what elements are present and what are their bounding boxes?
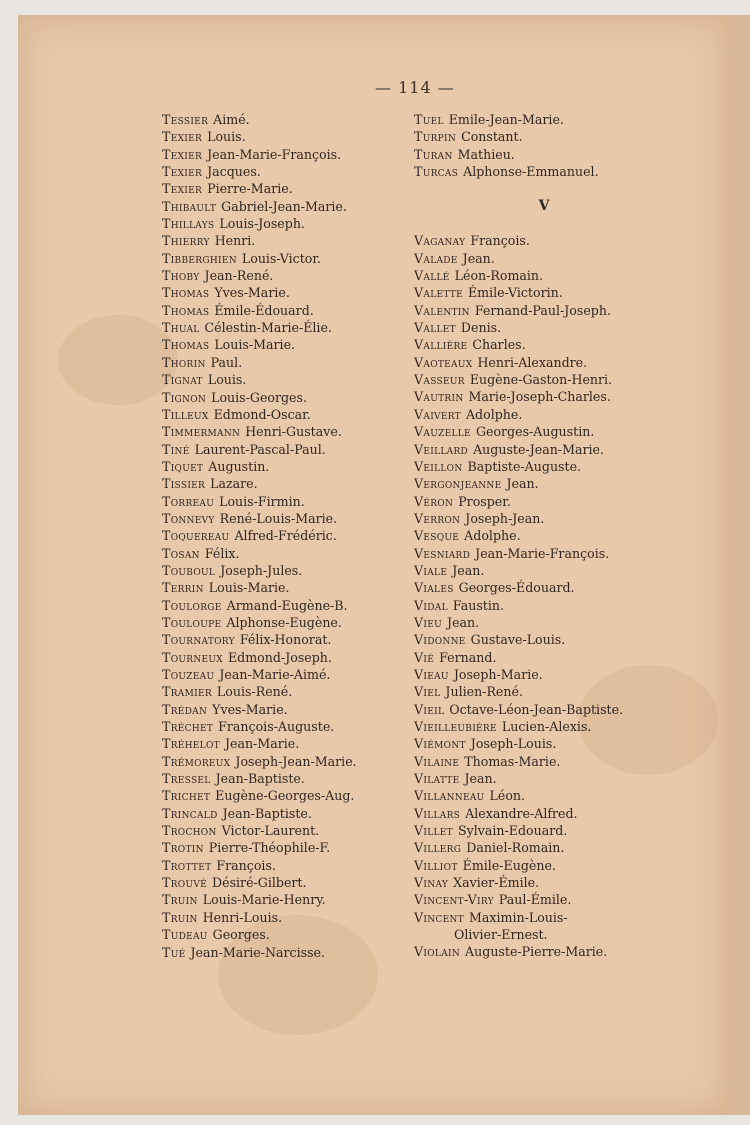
- given-names: Henri-Louis.: [202, 909, 283, 925]
- given-names: Jean-Marie-François.: [475, 545, 610, 561]
- page-number: — 114 —: [375, 78, 455, 97]
- list-item: [162, 579, 402, 596]
- list-item: [414, 735, 654, 752]
- given-names: Alphonse-Emmanuel.: [463, 164, 599, 180]
- given-names: Georges-Augustin.: [475, 424, 595, 440]
- given-names: Jean-Marie-François.: [207, 146, 342, 162]
- given-names: Daniel-Romain.: [466, 840, 565, 856]
- given-names: Fernand-Paul-Joseph.: [474, 302, 611, 318]
- surname: Thibault: [162, 198, 217, 214]
- surname: Veillon: [414, 458, 463, 474]
- surname: Texier: [162, 181, 203, 197]
- surname: Tiquet: [162, 458, 204, 474]
- list-item: [414, 822, 654, 839]
- list-item: [162, 128, 402, 145]
- list-item: [162, 111, 402, 128]
- given-names: Joseph-Jean.: [465, 510, 545, 526]
- list-item: [162, 198, 402, 215]
- surname: Toulorge: [162, 597, 222, 613]
- surname: Thierry: [162, 233, 210, 249]
- surname: Viales: [414, 580, 454, 596]
- surname: Villars: [414, 805, 461, 821]
- surname: Timmermann: [162, 424, 241, 440]
- given-names: Joseph-Jean-Marie.: [235, 753, 357, 769]
- given-names: Alexandre-Alfred.: [465, 805, 578, 821]
- surname: Vinay: [414, 875, 449, 891]
- surname: Trémoreux: [162, 753, 231, 769]
- list-item: [414, 163, 654, 180]
- list-item: [414, 458, 654, 475]
- given-names: Georges-Édouard.: [458, 580, 575, 596]
- list-item: [414, 111, 654, 128]
- list-item: [414, 891, 654, 908]
- surname: Tressel: [162, 771, 211, 787]
- surname: Vergonjeanne: [414, 476, 502, 492]
- list-item: [162, 891, 402, 908]
- given-names: Henri-Gustave.: [245, 424, 342, 440]
- given-names: Jean-Baptiste.: [215, 771, 305, 787]
- surname: Vilatte: [414, 771, 460, 787]
- list-item: [414, 753, 654, 770]
- list-item: [414, 545, 654, 562]
- surname: Tué: [162, 944, 186, 960]
- given-names: Auguste-Jean-Marie.: [473, 441, 604, 457]
- list-item: [414, 718, 654, 735]
- given-names: Sylvain-Edouard.: [457, 823, 568, 839]
- list-item: [414, 805, 654, 822]
- list-item: [162, 666, 402, 683]
- list-item: [162, 389, 402, 406]
- list-item: [414, 631, 654, 648]
- surname: Trottet: [162, 857, 212, 873]
- given-names: Louis-René.: [216, 684, 293, 700]
- surname: Véron: [414, 493, 454, 509]
- surname: Vidal: [414, 597, 448, 613]
- list-item: [162, 753, 402, 770]
- surname: Villiot: [414, 857, 458, 873]
- surname: Tissier: [162, 476, 206, 492]
- given-names: Jean-Marie.: [224, 736, 300, 752]
- given-names: Xavier-Émile.: [453, 875, 540, 891]
- given-names: Edmond-Joseph.: [227, 649, 332, 665]
- given-names: François-Auguste.: [218, 719, 335, 735]
- section-letter-v: V: [538, 198, 550, 215]
- surname: Tuel: [414, 112, 444, 127]
- list-item: [414, 319, 654, 336]
- surname: Tibberghien: [162, 250, 237, 266]
- list-item: [162, 354, 402, 371]
- list-item: [414, 874, 654, 891]
- surname: Truin: [162, 909, 198, 925]
- given-names: Alphonse-Eugène.: [226, 614, 342, 630]
- list-item: [162, 926, 402, 943]
- surname: Texier: [162, 129, 203, 145]
- given-names: Émile-Eugène.: [462, 857, 556, 873]
- surname: Torreau: [162, 493, 215, 509]
- given-names: Augustin.: [208, 458, 270, 474]
- given-names: Denis.: [460, 320, 502, 336]
- list-item: [414, 336, 654, 353]
- surname: Thomas: [162, 337, 210, 353]
- list-item: [414, 926, 654, 943]
- given-names: Paul-Émile.: [498, 892, 572, 908]
- given-names: Célestin-Marie-Élie.: [204, 320, 332, 336]
- surname: Villanneau: [414, 788, 485, 804]
- given-names: Laurent-Pascal-Paul.: [194, 441, 326, 457]
- surname: Thoby: [162, 268, 200, 284]
- given-names: Gustave-Louis.: [470, 632, 566, 648]
- given-names: François.: [216, 857, 276, 873]
- list-item: [162, 822, 402, 839]
- surname: Vaoteaux: [414, 354, 473, 370]
- list-item: [414, 579, 654, 596]
- list-item: [414, 423, 654, 440]
- list-item: [414, 857, 654, 874]
- surname: Terrin: [162, 580, 204, 596]
- given-names: Jean-Marie-Narcisse.: [190, 944, 326, 960]
- list-item: [414, 943, 654, 960]
- list-item: [414, 128, 654, 145]
- surname: Texier: [162, 146, 203, 162]
- surname: Vincent-Viry: [414, 892, 494, 908]
- given-names: Yves-Marie.: [212, 701, 288, 717]
- surname: Tiné: [162, 441, 190, 457]
- surname: Tramier: [162, 684, 212, 700]
- surname: Vesque: [414, 528, 460, 544]
- given-names: Mathieu.: [457, 146, 515, 162]
- surname: Thual: [162, 320, 200, 336]
- list-item: [414, 909, 654, 926]
- surname: Tessier: [162, 112, 209, 127]
- given-names: Eugène-Gaston-Henri.: [469, 372, 613, 388]
- surname: Tudeau: [162, 927, 208, 943]
- list-item: [414, 770, 654, 787]
- given-names: Olivier-Ernest.: [454, 927, 548, 943]
- surname: Vincent: [414, 909, 464, 925]
- list-item: [162, 146, 402, 163]
- given-names: Jacques.: [207, 164, 261, 180]
- surname: Vieilleubière: [414, 719, 497, 734]
- surname: Villet: [414, 823, 453, 839]
- surname: Trincald: [162, 805, 218, 821]
- given-names: François.: [470, 233, 530, 249]
- surname: Touboul: [162, 562, 216, 578]
- given-names: Emile-Jean-Marie.: [448, 112, 564, 127]
- surname: Vieu: [414, 614, 443, 630]
- list-item: [162, 597, 402, 614]
- list-item: [162, 562, 402, 579]
- list-item: [414, 146, 654, 163]
- list-item: [162, 336, 402, 353]
- list-item: [162, 267, 402, 284]
- list-item: [162, 614, 402, 631]
- list-item: [414, 406, 654, 423]
- list-item: [162, 406, 402, 423]
- given-names: Jean.: [447, 614, 480, 630]
- list-item: [162, 510, 402, 527]
- list-item: [414, 787, 654, 804]
- given-names: Fernand.: [439, 649, 497, 665]
- surname: Viémont: [414, 736, 466, 752]
- given-names: Jean.: [464, 771, 497, 787]
- given-names: Louis-Marie.: [214, 337, 296, 353]
- given-names: Marie-Joseph-Charles.: [468, 389, 611, 405]
- surname: Vallé: [414, 268, 450, 284]
- surname: Viel: [414, 684, 441, 700]
- given-names: Louis-Georges.: [211, 389, 307, 405]
- list-item: [162, 683, 402, 700]
- surname: Valade: [414, 250, 458, 266]
- given-names: Pierre-Théophile-F.: [208, 840, 331, 856]
- given-names: Jean-Baptiste.: [222, 805, 312, 821]
- surname: Vié: [414, 649, 435, 665]
- given-names: Louis-Firmin.: [219, 493, 305, 509]
- list-item: [162, 493, 402, 510]
- list-item: [162, 839, 402, 856]
- given-names: Octave-Léon-Jean-Baptiste.: [449, 701, 624, 717]
- surname: Tignon: [162, 389, 207, 405]
- given-names: Maximin-Louis-: [468, 909, 568, 925]
- given-names: Aimé.: [213, 112, 250, 127]
- given-names: Joseph-Louis.: [470, 736, 557, 752]
- list-item: [162, 545, 402, 562]
- given-names: Alfred-Frédéric.: [234, 528, 337, 544]
- list-item: [162, 232, 402, 249]
- given-names: Lucien-Alexis.: [501, 719, 592, 734]
- surname: Vautrin: [414, 389, 464, 405]
- surname: Veillard: [414, 441, 469, 457]
- surname: Vallet: [414, 320, 456, 336]
- surname: Vallière: [414, 337, 468, 353]
- surname: Vieau: [414, 666, 449, 682]
- list-item: [162, 770, 402, 787]
- surname: Vieil: [414, 701, 445, 717]
- given-names: Julien-René.: [445, 684, 523, 700]
- given-names: Désiré-Gilbert.: [212, 875, 307, 891]
- given-names: Léon-Romain.: [454, 268, 544, 284]
- surname: Thomas: [162, 285, 210, 301]
- list-item: [162, 319, 402, 336]
- list-item: [162, 475, 402, 492]
- list-item: [162, 631, 402, 648]
- list-item: [414, 441, 654, 458]
- given-names: Adolphe.: [465, 406, 523, 422]
- surname: Tréchet: [162, 719, 214, 735]
- list-item: [414, 839, 654, 856]
- surname: Touzeau: [162, 667, 215, 682]
- given-names: Armand-Eugène-B.: [226, 597, 348, 613]
- list-item: [162, 180, 402, 197]
- list-item: [162, 718, 402, 735]
- given-names: Félix-Honorat.: [239, 632, 332, 648]
- surname: Trotin: [162, 840, 204, 856]
- surname: Valette: [414, 285, 463, 301]
- given-names: Baptiste-Auguste.: [467, 458, 582, 474]
- list-item: [414, 701, 654, 718]
- list-item: [414, 267, 654, 284]
- given-names: Joseph-Jules.: [220, 562, 303, 578]
- list-item: [414, 614, 654, 631]
- given-names: Jean.: [452, 562, 485, 578]
- surname: Tournatory: [162, 632, 235, 648]
- given-names: Eugène-Georges-Aug.: [215, 788, 355, 804]
- list-item: [162, 423, 402, 440]
- list-item: [414, 493, 654, 510]
- surname: Thorin: [162, 354, 206, 370]
- given-names: René-Louis-Marie.: [219, 510, 338, 526]
- surname: Vesniard: [414, 545, 471, 561]
- list-item: [162, 735, 402, 752]
- given-names: Constant.: [461, 129, 523, 145]
- list-item: [414, 388, 654, 405]
- surname: Villerg: [414, 840, 462, 856]
- surname: Verron: [414, 510, 461, 526]
- given-names: Jean-René.: [204, 268, 274, 284]
- given-names: Georges.: [212, 927, 270, 943]
- surname: Tonnevy: [162, 510, 215, 526]
- given-names: Émile-Victorin.: [467, 285, 563, 301]
- list-item: [414, 666, 654, 683]
- list-item: [414, 232, 654, 249]
- surname: Vidonne: [414, 632, 466, 648]
- list-item: [162, 857, 402, 874]
- left-column: [162, 111, 402, 961]
- surname: Tourneux: [162, 649, 223, 665]
- list-item: [162, 441, 402, 458]
- given-names: Louis-Marie-Henry.: [202, 892, 326, 908]
- surname: Texier: [162, 164, 203, 180]
- surname: Turcas: [414, 164, 459, 180]
- given-names: Paul.: [210, 354, 243, 370]
- list-item: [414, 475, 654, 492]
- given-names: Pierre-Marie.: [207, 181, 293, 197]
- surname: Vilaine: [414, 753, 460, 769]
- given-names: Félix.: [204, 545, 240, 561]
- surname: Tignat: [162, 372, 203, 388]
- given-names: Lazare.: [210, 476, 258, 492]
- given-names: Louis-Joseph.: [219, 216, 305, 232]
- given-names: Yves-Marie.: [214, 285, 290, 301]
- surname: Tréhelot: [162, 736, 220, 752]
- given-names: Louis-Marie.: [208, 580, 290, 596]
- given-names: Jean.: [462, 250, 495, 266]
- given-names: Jean.: [506, 476, 539, 492]
- given-names: Edmond-Oscar.: [213, 406, 311, 422]
- list-item: [162, 805, 402, 822]
- list-item: [414, 284, 654, 301]
- surname: Trouvé: [162, 875, 208, 891]
- surname: Valentin: [414, 302, 470, 318]
- given-names: Joseph-Marie.: [453, 666, 543, 682]
- list-item: [414, 562, 654, 579]
- given-names: Émile-Édouard.: [214, 302, 314, 318]
- surname: Tosan: [162, 545, 200, 561]
- list-item: [414, 302, 654, 319]
- list-item: [414, 250, 654, 267]
- given-names: Henri.: [214, 233, 256, 249]
- list-item: [414, 354, 654, 371]
- surname: Truin: [162, 892, 198, 908]
- surname: Vauzelle: [414, 424, 471, 440]
- given-names: Louis.: [207, 129, 246, 145]
- surname: Thomas: [162, 302, 210, 318]
- surname: Trochon: [162, 823, 217, 839]
- list-item: [162, 527, 402, 544]
- list-item: [162, 163, 402, 180]
- right-column: [414, 111, 654, 961]
- list-item: [414, 527, 654, 544]
- surname: Vasseur: [414, 372, 465, 388]
- given-names: Léon.: [489, 788, 526, 804]
- list-item: [414, 510, 654, 527]
- surname: Toquereau: [162, 528, 230, 544]
- given-names: Adolphe.: [464, 528, 521, 544]
- surname: Thillays: [162, 216, 215, 232]
- surname: Violain: [414, 944, 461, 960]
- list-item: [414, 597, 654, 614]
- given-names: Louis-Victor.: [241, 250, 321, 266]
- list-item: [162, 215, 402, 232]
- surname: Vaivert: [414, 406, 461, 422]
- given-names: Auguste-Pierre-Marie.: [465, 944, 608, 960]
- list-item: [162, 874, 402, 891]
- list-item: [162, 458, 402, 475]
- surname: Touloupe: [162, 614, 222, 630]
- surname: Turpin: [414, 129, 457, 145]
- list-item: [162, 250, 402, 267]
- given-names: Louis.: [207, 372, 247, 388]
- given-names: Charles.: [472, 337, 526, 353]
- list-item: [162, 701, 402, 718]
- given-names: Gabriel-Jean-Marie.: [221, 198, 347, 214]
- surname: Viale: [414, 562, 448, 578]
- surname: Turan: [414, 146, 453, 162]
- list-item: [162, 302, 402, 319]
- list-item: [162, 909, 402, 926]
- given-names: Jean-Marie-Aimé.: [219, 667, 331, 682]
- given-names: Faustin.: [452, 597, 505, 613]
- surname: Trédan: [162, 701, 208, 717]
- list-item: [414, 649, 654, 666]
- list-item: [162, 371, 402, 388]
- list-item: [414, 371, 654, 388]
- list-item: [162, 944, 402, 961]
- surname: Vaganay: [414, 233, 466, 249]
- list-item: [162, 284, 402, 301]
- surname: Tilleux: [162, 406, 209, 422]
- list-item: [162, 649, 402, 666]
- given-names: Thomas-Marie.: [464, 753, 561, 769]
- list-item: [162, 787, 402, 804]
- given-names: Henri-Alexandre.: [477, 354, 588, 370]
- given-names: Victor-Laurent.: [221, 823, 320, 839]
- given-names: Prosper.: [458, 493, 511, 509]
- list-item: [414, 683, 654, 700]
- surname: Trichet: [162, 788, 211, 804]
